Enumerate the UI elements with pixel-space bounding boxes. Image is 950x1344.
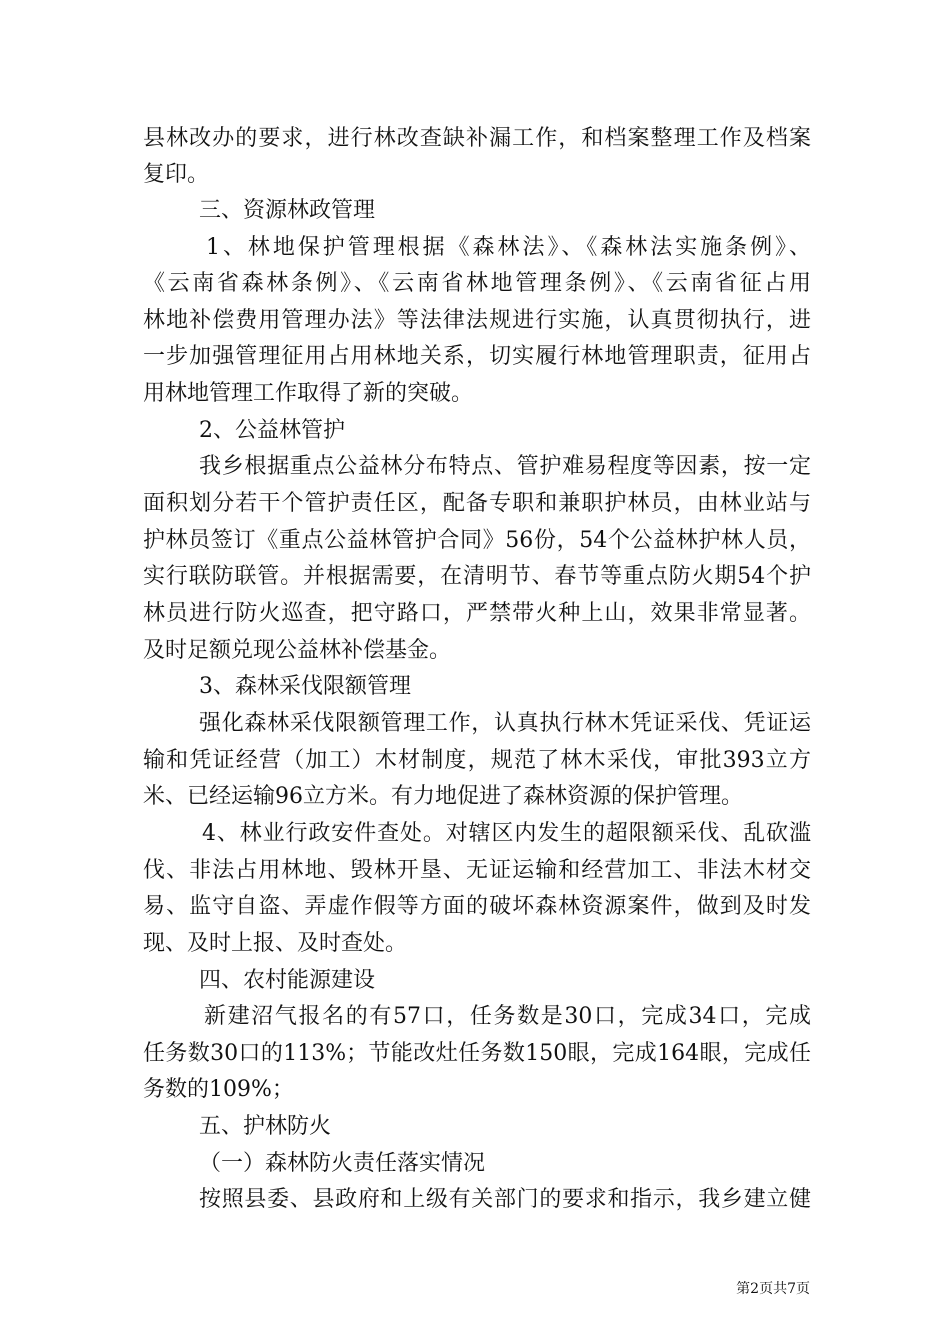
text-line: 复印。 (143, 162, 210, 187)
text-line: 护林员签订《重点公益林管护合同》56份，54个公益林护林人员， (143, 528, 811, 553)
text-line: 现、及时上报、及时查处。 (143, 931, 408, 956)
section-heading: 三、资源林政管理 (199, 198, 376, 223)
text-line: 输和凭证经营（加工）木材制度，规范了林木采伐，审批393立方 (143, 748, 811, 773)
text-line: 任务数30口的113%；节能改灶任务数150眼，完成164眼，完成任 (143, 1041, 811, 1066)
text-line: 《云南省森林条例》、《云南省林地管理条例》、《云南省征占用 (143, 271, 811, 296)
text-line: 按照县委、县政府和上级有关部门的要求和指示，我乡建立健 (199, 1187, 811, 1212)
text-line: 及时足额兑现公益林补偿基金。 (143, 638, 452, 663)
text-line: 1、林地保护管理根据《森林法》、《森林法实施条例》、 (206, 235, 811, 260)
page-number: 第2页共7页 (736, 1281, 810, 1297)
subsection-heading: 3、森林采伐限额管理 (199, 674, 411, 699)
text-line: 县林改办的要求，进行林改查缺补漏工作，和档案整理工作及档案 (143, 126, 811, 151)
subsection-heading: （一）森林防火责任落实情况 (199, 1151, 486, 1176)
text-line: 林地补偿费用管理办法》等法律法规进行实施，认真贯彻执行，进 (143, 308, 811, 333)
text-line: 用林地管理工作取得了新的突破。 (143, 381, 474, 406)
text-line: 林员进行防火巡查，把守路口，严禁带火种上山，效果非常显著。 (143, 601, 811, 626)
section-heading: 五、护林防火 (199, 1114, 332, 1139)
text-line: 4、林业行政安件查处。对辖区内发生的超限额采伐、乱砍滥 (202, 821, 811, 846)
text-line: 强化森林采伐限额管理工作，认真执行林木凭证采伐、凭证运 (199, 711, 811, 736)
text-line: 面积划分若干个管护责任区，配备专职和兼职护林员，由林业站与 (143, 491, 811, 516)
subsection-heading: 2、公益林管护 (199, 418, 345, 443)
text-line: 务数的109%； (143, 1077, 294, 1102)
text-line: 我乡根据重点公益林分布特点、管护难易程度等因素，按一定 (199, 454, 811, 479)
text-line: 一步加强管理征用占用林地关系，切实履行林地管理职责，征用占 (143, 344, 811, 369)
section-heading: 四、农村能源建设 (199, 968, 376, 993)
text-line: 新建沼气报名的有57口，任务数是30口，完成34口，完成 (204, 1004, 811, 1029)
text-line: 米、已经运输96立方米。有力地促进了森林资源的保护管理。 (143, 784, 743, 809)
text-line: 伐、非法占用林地、毁林开垦、无证运输和经营加工、非法木材交 (143, 858, 811, 883)
text-line: 易、监守自盗、弄虚作假等方面的破坏森林资源案件，做到及时发 (143, 894, 811, 919)
text-line: 实行联防联管。并根据需要，在清明节、春节等重点防火期54个护 (143, 564, 811, 589)
